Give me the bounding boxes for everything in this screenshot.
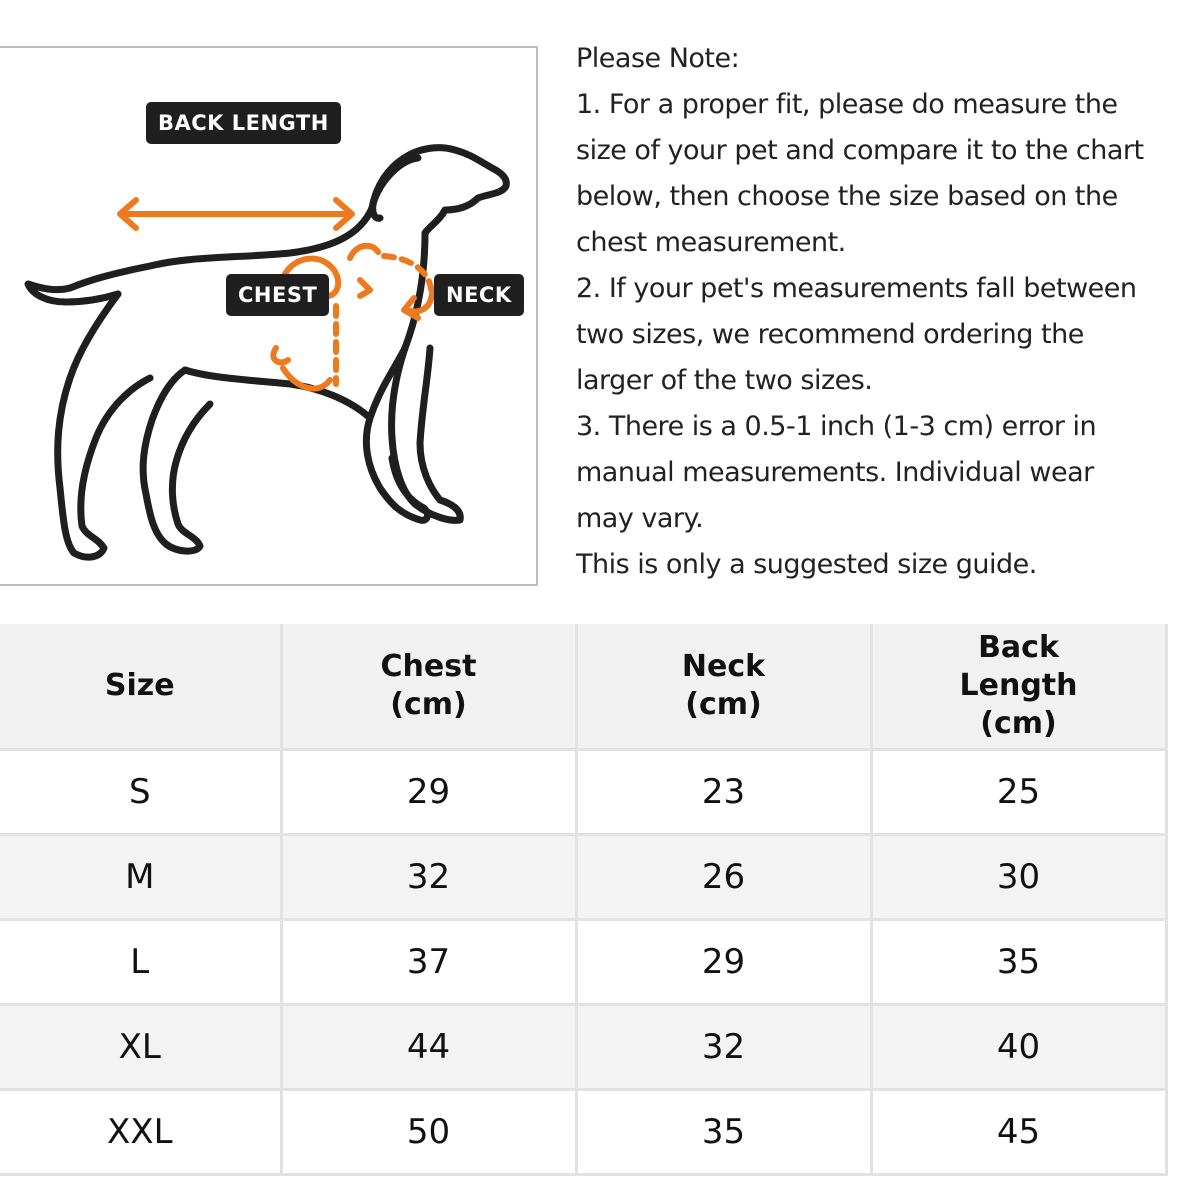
neck-cell: 26	[576, 835, 871, 920]
notes-line: two sizes, we recommend ordering the	[576, 319, 1084, 350]
chest-arrow-lower	[273, 348, 288, 362]
table-row	[0, 1090, 1166, 1175]
notes-line: 3. There is a 0.5-1 inch (1-3 cm) error in	[576, 411, 1097, 442]
chest-cell: 50	[281, 1090, 576, 1175]
notes-line: 2. If your pet's measurements fall between	[576, 273, 1137, 304]
table-row	[0, 920, 1166, 1005]
size-cell: M	[0, 835, 281, 920]
neck-arrow-head-left	[360, 280, 370, 296]
dog-belly-outline	[185, 370, 370, 418]
notes-line: chest measurement.	[576, 227, 846, 258]
notes-line: larger of the two sizes.	[576, 365, 873, 396]
dog-head-outline	[372, 148, 506, 233]
size-cell: XXL	[0, 1090, 281, 1175]
neck-arc-left	[350, 246, 378, 258]
chest-cell: 44	[281, 1005, 576, 1090]
neck-cell: 35	[576, 1090, 871, 1175]
back-length-cell: 40	[871, 1005, 1166, 1090]
back-length-cell: 25	[871, 750, 1166, 835]
dog-hind-leg-inner-outline	[143, 370, 210, 551]
back-length-cell: 35	[871, 920, 1166, 1005]
size-cell: S	[0, 750, 281, 835]
size-notes	[576, 36, 1176, 588]
notes-line: 1. For a proper fit, please do measure the	[576, 89, 1118, 120]
notes-line: manual measurements. Individual wear	[576, 457, 1094, 488]
size-cell: L	[0, 920, 281, 1005]
table-header-row	[0, 624, 1166, 750]
header-chest: Chest (cm)	[281, 624, 576, 750]
chest-cell: 37	[281, 920, 576, 1005]
dog-ear-outline	[373, 158, 418, 218]
chest-label: CHEST	[226, 274, 329, 316]
table-row	[0, 750, 1166, 835]
neck-cell: 32	[576, 1005, 871, 1090]
dog-hind-leg-outline	[58, 294, 150, 557]
notes-heading: Please Note:	[576, 43, 740, 74]
header-neck: Neck (cm)	[576, 624, 871, 750]
table-row	[0, 1005, 1166, 1090]
back-length-label: BACK LENGTH	[146, 102, 341, 144]
chest-cell: 29	[281, 750, 576, 835]
header-back-length: Back Length (cm)	[871, 624, 1166, 750]
header-size: Size	[0, 624, 281, 750]
size-cell: XL	[0, 1005, 281, 1090]
notes-line: size of your pet and compare it to the chart	[576, 135, 1144, 166]
chest-cell: 32	[281, 835, 576, 920]
neck-cell: 23	[576, 750, 871, 835]
notes-line: may vary.	[576, 503, 704, 534]
table-row	[0, 835, 1166, 920]
dog-measurement-diagram	[0, 46, 538, 586]
back-length-cell: 45	[871, 1090, 1166, 1175]
notes-line: below, then choose the size based on the	[576, 181, 1118, 212]
notes-line: This is only a suggested size guide.	[576, 549, 1037, 580]
size-chart-table	[0, 624, 1168, 1176]
back-length-cell: 30	[871, 835, 1166, 920]
neck-label: NECK	[434, 274, 524, 316]
neck-cell: 29	[576, 920, 871, 1005]
